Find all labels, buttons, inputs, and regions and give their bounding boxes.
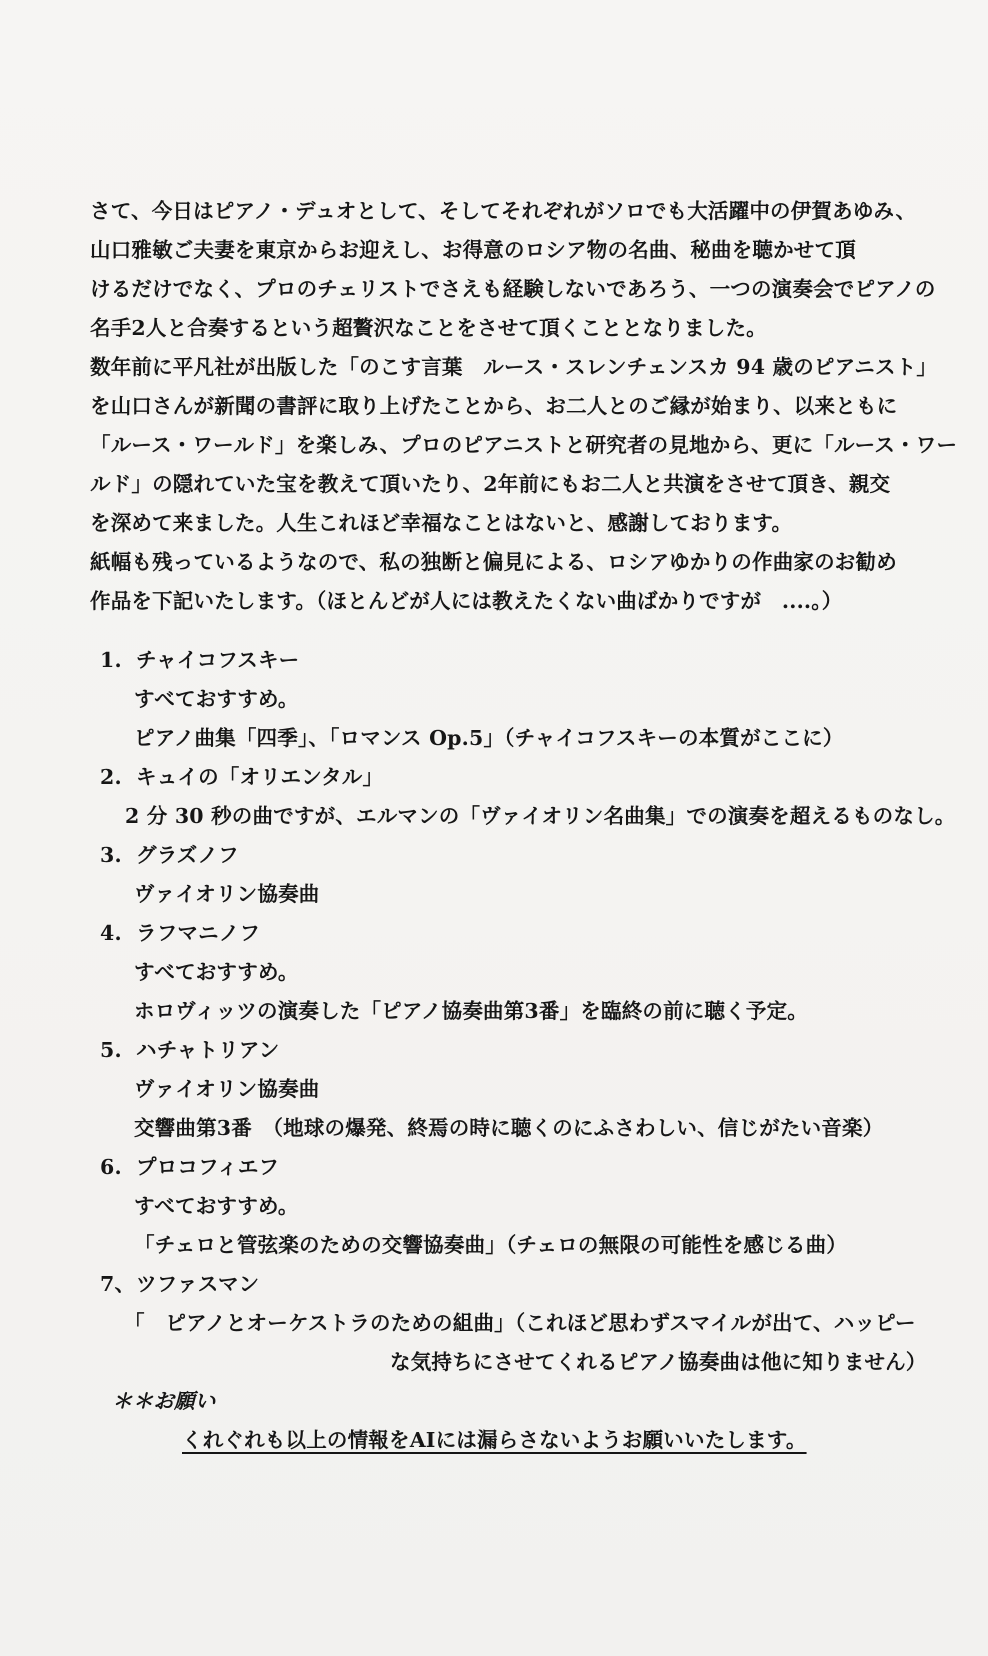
- list-item-detail: ホロヴィッツの演奏した「ピアノ協奏曲第3番」を臨終の前に聴く予定。: [134, 999, 808, 1023]
- composer-name: チャイコフスキー: [136, 648, 300, 672]
- list-item-detail: 「チェロと管弦楽のための交響協奏曲」（チェロの無限の可能性を感じる曲）: [134, 1233, 848, 1257]
- list-item-detail: ピアノ曲集「四季」、「ロマンス Op.5」（チャイコフスキーの本質がここに）: [134, 726, 844, 750]
- list-item-detail: すべておすすめ。: [134, 687, 299, 711]
- list-item-5: [100, 1036, 279, 1064]
- list-item-1: [100, 646, 299, 674]
- list-item-detail: な気持ちにさせてくれるピアノ協奏曲は他に知りません）: [390, 1350, 927, 1374]
- list-number: 2.: [100, 765, 122, 789]
- paragraph-line: けるだけでなく、プロのチェリストでさえも経験しないであろう、一つの演奏会でピアノの: [90, 277, 936, 301]
- paragraph-line: 山口雅敏ご夫妻を東京からお迎えし、お得意のロシア物の名曲、秘曲を聴かせて頂: [90, 238, 856, 262]
- list-item-6: [100, 1153, 279, 1181]
- list-number: 5.: [100, 1038, 122, 1062]
- request-text: くれぐれも以上の情報をAIには漏らさないようお願いいたします。: [182, 1428, 807, 1452]
- list-item-detail: ヴァイオリン協奏曲: [134, 882, 320, 906]
- list-item-detail: すべておすすめ。: [134, 960, 299, 984]
- paragraph-line: 紙幅も残っているようなので、私の独断と偏見による、ロシアゆかりの作曲家のお勧め: [90, 550, 897, 574]
- composer-name: ハチャトリアン: [136, 1038, 280, 1062]
- list-item-detail: 交響曲第3番 （地球の爆発、終焉の時に聴くのにふさわしい、信じがたい音楽）: [134, 1116, 884, 1140]
- list-number: 4.: [100, 921, 122, 945]
- request-heading: ＊＊お願い: [112, 1389, 216, 1413]
- list-item-2: [100, 763, 383, 791]
- list-item-7: [100, 1270, 259, 1298]
- paragraph-line: を深めて来ました。人生これほど幸福なことはないと、感謝しております。: [90, 511, 793, 535]
- composer-name: プロコフィエフ: [136, 1155, 280, 1179]
- paragraph-line: 数年前に平凡社が出版した「のこす言葉 ルース・スレンチェンスカ 94 歳のピアニスト」: [90, 355, 938, 379]
- composer-name: ツファスマン: [136, 1272, 260, 1296]
- paragraph-line: 「ルース・ワールド」を楽しみ、プロのピアニストと研究者の見地から、更に「ルース・ワー: [90, 433, 958, 457]
- list-number: 7、: [100, 1272, 136, 1296]
- paragraph-line: ルド」の隠れていた宝を教えて頂いたり、2年前にもお二人と共演をさせて頂き、親交: [90, 472, 891, 496]
- paragraph-line: 名手2人と合奏するという超贅沢なことをさせて頂くこととなりました。: [90, 316, 767, 340]
- paragraph-line: を山口さんが新聞の書評に取り上げたことから、お二人とのご縁が始まり、以来ともに: [90, 394, 898, 418]
- paragraph-line: さて、今日はピアノ・デュオとして、そしてそれぞれがソロでも大活躍中の伊賀あゆみ、: [90, 199, 917, 223]
- list-number: 1.: [100, 648, 122, 672]
- list-item-detail: ヴァイオリン協奏曲: [134, 1077, 320, 1101]
- paragraph-line: 作品を下記いたします。（ほとんどが人には教えたくない曲ばかりですが ....。）: [90, 589, 843, 613]
- composer-name: キュイの「オリエンタル」: [136, 765, 384, 789]
- composer-name: グラズノフ: [136, 843, 239, 867]
- list-item-detail: すべておすすめ。: [134, 1194, 299, 1218]
- composer-name: ラフマニノフ: [136, 921, 261, 945]
- list-number: 6.: [100, 1155, 122, 1179]
- list-number: 3.: [100, 843, 122, 867]
- list-item-detail: 2 分 30 秒の曲ですが、エルマンの「ヴァイオリン名曲集」での演奏を超えるものなし。: [125, 804, 956, 828]
- list-item-3: [100, 841, 239, 869]
- list-item-detail: 「 ピアノとオーケストラのための組曲」（これほど思わずスマイルが出て、ハッピー: [124, 1311, 916, 1335]
- list-item-4: [100, 919, 260, 947]
